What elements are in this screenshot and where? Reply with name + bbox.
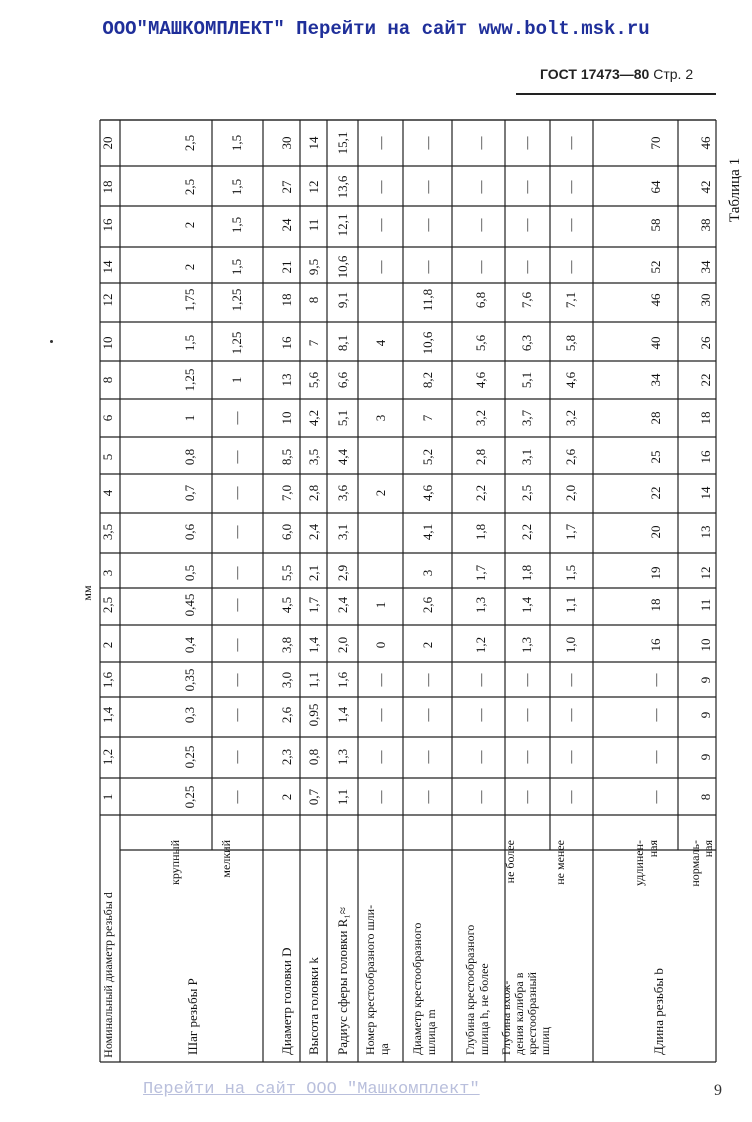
table-cell-value: 14 xyxy=(698,486,713,500)
table-cell-value: — xyxy=(229,525,244,539)
table-cell-value: — xyxy=(519,260,534,274)
table-cell-value: — xyxy=(563,136,578,150)
row-label: крестообразный xyxy=(525,972,539,1055)
table-cell-value: — xyxy=(420,673,435,687)
row-sublabel: не менее xyxy=(553,840,567,885)
row-sublabel: нормаль- xyxy=(688,840,702,887)
table-cell-value: 4,5 xyxy=(279,596,294,614)
table-cell-value: — xyxy=(519,218,534,232)
table-cell-value: — xyxy=(473,673,488,687)
row-sublabel: не более xyxy=(503,840,517,884)
table-cell-value: 12 xyxy=(698,566,713,580)
table-cell-value: — xyxy=(373,260,388,274)
table-cell-value: 1,7 xyxy=(306,596,321,614)
row-label: Длина резьбы b xyxy=(651,968,666,1055)
nominal-diameter-label: Номинальный диаметр резьбы d xyxy=(101,892,115,1058)
nominal-diameter-value: 3,5 xyxy=(100,523,115,541)
table-cell-value: 13,6 xyxy=(335,175,350,199)
page-number: 9 xyxy=(714,1082,722,1099)
table-cell-value: 0 xyxy=(373,641,388,649)
table-cell-value: 16 xyxy=(279,336,294,350)
table-cell-value: 6,0 xyxy=(279,523,294,541)
table-cell-value: 1,5 xyxy=(229,134,244,152)
table-cell-value: 26 xyxy=(698,336,713,350)
row-label: Радиус сферы головки R₁≈ xyxy=(335,906,350,1055)
table-cell-value: 0,7 xyxy=(306,788,321,806)
table-cell-value: 4,1 xyxy=(420,523,435,541)
table-cell-value: 46 xyxy=(648,293,663,307)
table-cell-value: — xyxy=(420,750,435,764)
table-cell-value: — xyxy=(229,708,244,722)
table-cell-value: 2 xyxy=(420,641,435,649)
table-cell-value: 22 xyxy=(648,486,663,500)
table-cell-value: — xyxy=(373,136,388,150)
table-cell-value: 15,1 xyxy=(335,131,350,155)
table-cell-value: 7,6 xyxy=(519,291,534,309)
table-cell-value: 4 xyxy=(373,339,388,347)
table-cell-value: — xyxy=(473,708,488,722)
table-cell-value: 3,1 xyxy=(519,448,534,466)
table-cell-value: — xyxy=(229,486,244,500)
row-label: Диаметр головки D xyxy=(279,947,294,1055)
nominal-diameter-value: 18 xyxy=(100,180,115,194)
table-cell-value: 1,3 xyxy=(473,596,488,614)
table-cell-value: 9 xyxy=(698,676,713,684)
row-label: Глубина крестообразного xyxy=(463,924,477,1055)
table-cell-value: 2,6 xyxy=(420,596,435,614)
table-cell-value: — xyxy=(229,598,244,612)
row-label: шлиц xyxy=(538,1026,552,1055)
table-cell-value: — xyxy=(229,450,244,464)
table-cell-value: 1,25 xyxy=(229,331,244,355)
row-label: ца xyxy=(377,1043,391,1055)
table-cell-value: — xyxy=(420,136,435,150)
table-cell-value: — xyxy=(229,566,244,580)
footer-link[interactable]: Перейти на сайт ООО "Машкомплект" xyxy=(143,1080,480,1099)
table-cell-value: 1,8 xyxy=(519,564,534,582)
table-cell-value: 8 xyxy=(306,296,321,304)
table-cell-value: — xyxy=(563,750,578,764)
nominal-diameter-value: 1,6 xyxy=(100,671,115,689)
table-cell-value: — xyxy=(373,790,388,804)
table-cell-value: 34 xyxy=(698,260,713,274)
table-cell-value: — xyxy=(473,790,488,804)
table-cell-value: 1,0 xyxy=(563,636,578,654)
table-cell-value: 0,45 xyxy=(182,593,197,617)
table-cell-value: 40 xyxy=(648,336,663,350)
row-sublabel: крупный xyxy=(168,840,182,885)
table-cell-value: — xyxy=(519,673,534,687)
table-cell-value: 14 xyxy=(306,136,321,150)
table-cell-value: 2,8 xyxy=(473,448,488,466)
table-cell-value: — xyxy=(373,750,388,764)
table-cell-value: — xyxy=(229,790,244,804)
table-cell-value: 3,6 xyxy=(335,484,350,502)
table-cell-value: 0,95 xyxy=(306,703,321,727)
table-cell-value: 0,25 xyxy=(182,745,197,769)
table-cell-value: 2,6 xyxy=(563,448,578,466)
table-cell-value: 5,2 xyxy=(420,448,435,466)
table-cell-value: 0,3 xyxy=(182,706,197,724)
table-cell-value: — xyxy=(648,750,663,764)
table-cell-value: 1,75 xyxy=(182,288,197,312)
table-cell-value: 27 xyxy=(279,180,294,194)
table-cell-value: 2,5 xyxy=(519,484,534,502)
table-cell-value: — xyxy=(519,790,534,804)
table-cell-value: 5,6 xyxy=(306,371,321,389)
table-cell-value: 11 xyxy=(306,218,321,232)
table-cell-value: 0,8 xyxy=(306,748,321,766)
table-cell-value: 1,4 xyxy=(306,636,321,654)
table-cell-value: 1,5 xyxy=(229,258,244,276)
table-cell-value: 30 xyxy=(698,293,713,307)
row-sublabel: мелкий xyxy=(219,840,233,878)
table-cell-value: 6,3 xyxy=(519,334,534,352)
nominal-diameter-value: 1 xyxy=(100,793,115,801)
table-cell-value: 13 xyxy=(279,373,294,387)
table-cell-value: — xyxy=(373,180,388,194)
table-cell-value: — xyxy=(563,260,578,274)
nominal-diameter-value: 20 xyxy=(100,136,115,150)
table-cell-value: 11 xyxy=(698,598,713,612)
table-cell-value: 3,1 xyxy=(335,523,350,541)
table-cell-value: 18 xyxy=(648,598,663,612)
table-cell-value: 2,0 xyxy=(563,484,578,502)
table-cell-value: 7,0 xyxy=(279,484,294,502)
table-cell-value: 7,1 xyxy=(563,291,578,309)
table-cell-value: — xyxy=(229,750,244,764)
table-cell-value: — xyxy=(563,790,578,804)
table-cell-value: 1,25 xyxy=(229,288,244,312)
table-cell-value: 25 xyxy=(648,450,663,464)
table-cell-value: — xyxy=(373,218,388,232)
table-cell-value: 8,2 xyxy=(420,371,435,389)
nominal-diameter-value: 6 xyxy=(100,414,115,422)
table-cell-value: — xyxy=(519,136,534,150)
row-sublabel: ная xyxy=(701,840,715,858)
table-cell-value: — xyxy=(519,180,534,194)
page-ref: Стр. 2 xyxy=(653,66,694,82)
table-cell-value: 1,1 xyxy=(563,596,578,614)
table-cell-value: 7 xyxy=(306,339,321,347)
table-cell-value: 10 xyxy=(698,638,713,652)
row-label: Диаметр крестообразного xyxy=(410,922,424,1055)
table-cell-value: 3,8 xyxy=(279,636,294,654)
table-cell-value: 0,4 xyxy=(182,636,197,654)
table-cell-value: 20 xyxy=(648,525,663,539)
table-cell-value: 1,4 xyxy=(519,596,534,614)
table-cell-value: 2,4 xyxy=(335,596,350,614)
table-cell-value: — xyxy=(473,750,488,764)
table-cell-value: — xyxy=(473,136,488,150)
table-cell-value: — xyxy=(473,260,488,274)
table-cell-value: — xyxy=(519,750,534,764)
nominal-diameter-value: 4 xyxy=(100,489,115,497)
table-cell-value: 10,6 xyxy=(420,331,435,355)
table-cell-value: — xyxy=(420,708,435,722)
table-cell-value: 2,3 xyxy=(279,748,294,766)
table-cell-value: 64 xyxy=(648,180,663,194)
table-cell-value: 0,8 xyxy=(182,448,197,466)
table-cell-value: 1 xyxy=(182,414,197,422)
table-cell-value: 0,35 xyxy=(182,668,197,692)
nominal-diameter-value: 2,5 xyxy=(100,596,115,614)
table-cell-value: — xyxy=(229,673,244,687)
table-cell-value: 4,6 xyxy=(420,484,435,502)
table-cell-value: 8,1 xyxy=(335,334,350,352)
table-cell-value: 1,25 xyxy=(182,368,197,392)
table-cell-value: 1 xyxy=(373,601,388,609)
table-cell-value: 1,2 xyxy=(473,636,488,654)
nominal-diameter-value: 14 xyxy=(100,260,115,274)
unit-label: мм xyxy=(80,585,94,601)
table-cell-value: 58 xyxy=(648,218,663,232)
row-label: шлица h, не более xyxy=(477,963,491,1055)
nominal-diameter-value: 1,2 xyxy=(100,748,115,766)
nominal-diameter-value: 8 xyxy=(100,376,115,384)
table-cell-value: — xyxy=(648,790,663,804)
table-cell-value: 1,1 xyxy=(335,788,350,806)
table-cell-value: 21 xyxy=(279,260,294,274)
table-cell-value: — xyxy=(563,673,578,687)
table-cell-value: — xyxy=(473,218,488,232)
table-cell-value: — xyxy=(420,260,435,274)
table-cell-value: 22 xyxy=(698,373,713,387)
table-cell-value: — xyxy=(420,218,435,232)
table-cell-value: 1,7 xyxy=(563,523,578,541)
table-cell-value: — xyxy=(519,708,534,722)
table-cell-value: 34 xyxy=(648,373,663,387)
table-cell-value: 12 xyxy=(306,180,321,194)
nominal-diameter-value: 5 xyxy=(100,453,115,461)
table-cell-value: 38 xyxy=(698,218,713,232)
nominal-diameter-value: 10 xyxy=(100,336,115,350)
table-cell-value: 3 xyxy=(420,569,435,577)
table-cell-value: 0,6 xyxy=(182,523,197,541)
table-cell-value: 5,8 xyxy=(563,334,578,352)
table-cell-value: 2 xyxy=(279,793,294,801)
table-cell-value: 9 xyxy=(698,711,713,719)
table-cell-value: — xyxy=(420,180,435,194)
table-cell-value: 2,4 xyxy=(306,523,321,541)
table-cell-value: 2 xyxy=(182,221,197,229)
table-cell-value: 24 xyxy=(279,218,294,232)
table-cell-value: 2,5 xyxy=(182,134,197,152)
table-cell-value: 52 xyxy=(648,260,663,274)
table-cell-value: 4,4 xyxy=(335,448,350,466)
row-sublabel: ная xyxy=(646,840,660,858)
table-cell-value: 2,2 xyxy=(473,484,488,502)
table-cell-value: 1,6 xyxy=(335,671,350,689)
table-cell-value: 5,1 xyxy=(519,371,534,389)
table-cell-value: 16 xyxy=(648,638,663,652)
table-cell-value: 2,1 xyxy=(306,564,321,582)
table-cell-value: 2,8 xyxy=(306,484,321,502)
site-banner[interactable]: ООО"МАШКОМПЛЕКТ" Перейти на сайт www.bolt.msk.ru xyxy=(102,18,650,40)
table-cell-value: 46 xyxy=(698,136,713,150)
table-cell-value: 3,5 xyxy=(306,448,321,466)
table-cell-value: — xyxy=(648,708,663,722)
table-cell-value: 5,1 xyxy=(335,409,350,427)
row-label: Глубина вхож- xyxy=(499,980,513,1055)
table-cell-value: 3,2 xyxy=(563,409,578,427)
table-cell-value: 16 xyxy=(698,450,713,464)
row-sublabel: удлинен- xyxy=(632,840,646,886)
table-cell-value: 0,5 xyxy=(182,564,197,582)
table-cell-value: 6,6 xyxy=(335,371,350,389)
table-cell-value: 70 xyxy=(648,136,663,150)
table-cell-value: 19 xyxy=(648,566,663,580)
gost-number: ГОСТ 17473—80 xyxy=(540,66,650,82)
table-cell-value: 2,5 xyxy=(182,178,197,196)
table-cell-value: 1,5 xyxy=(563,564,578,582)
table-title: Таблица 1 xyxy=(727,157,743,223)
table-cell-value: 11,8 xyxy=(420,288,435,312)
table-cell-value: 2,9 xyxy=(335,564,350,582)
table-cell-value: 3,0 xyxy=(279,671,294,689)
table-cell-value: 3,2 xyxy=(473,409,488,427)
table-cell-value: 5,6 xyxy=(473,334,488,352)
table-cell-value: 1,5 xyxy=(182,334,197,352)
table-cell-value: 1,7 xyxy=(473,564,488,582)
table-cell-value: 7 xyxy=(420,414,435,422)
table-cell-value: 42 xyxy=(698,180,713,194)
table-cell-value: — xyxy=(473,180,488,194)
table-cell-value: 4,2 xyxy=(306,409,321,427)
table-cell-value: 3 xyxy=(373,414,388,422)
table-cell-value: 1,1 xyxy=(306,671,321,689)
table-cell-value: 13 xyxy=(698,525,713,539)
table-cell-value: — xyxy=(373,673,388,687)
nominal-diameter-value: 3 xyxy=(100,569,115,577)
table-cell-value: 1,3 xyxy=(335,748,350,766)
table-cell-value: 8,5 xyxy=(279,448,294,466)
table-cell-value: 12,1 xyxy=(335,213,350,237)
table-cell-value: 1,4 xyxy=(335,706,350,724)
row-label: Высота головки k xyxy=(306,957,321,1055)
table-cell-value: 10 xyxy=(279,411,294,425)
table-cell-value: 18 xyxy=(279,293,294,307)
table-cell-value: 5,5 xyxy=(279,564,294,582)
table-cell-value: 9,5 xyxy=(306,258,321,276)
row-label: шлица m xyxy=(424,1009,438,1055)
nominal-diameter-value: 12 xyxy=(100,293,115,307)
table-cell-value: 0,7 xyxy=(182,484,197,502)
table-cell-value: 1,3 xyxy=(519,636,534,654)
table-cell-value: — xyxy=(563,218,578,232)
table-cell-value: 1,5 xyxy=(229,216,244,234)
nominal-diameter-value: 1,4 xyxy=(100,706,115,724)
table-cell-value: 18 xyxy=(698,411,713,425)
table-cell-value: 2,6 xyxy=(279,706,294,724)
table-cell-value: 2 xyxy=(182,263,197,271)
table-cell-value: 4,6 xyxy=(473,371,488,389)
row-label: Номер крестообразного шли- xyxy=(363,904,377,1055)
table-cell-value: 8 xyxy=(698,793,713,801)
group-label-thread-pitch: Шаг резьбы P xyxy=(185,978,200,1055)
table-cell-value: — xyxy=(229,638,244,652)
table-cell-value: 1 xyxy=(229,376,244,384)
table-cell-value: — xyxy=(563,180,578,194)
row-label: дения калибра в xyxy=(512,972,526,1055)
table-cell-value: — xyxy=(420,790,435,804)
table-cell-value: — xyxy=(648,673,663,687)
table-cell-value: 2,0 xyxy=(335,636,350,654)
table-cell-value: 6,8 xyxy=(473,291,488,309)
table-cell-value: — xyxy=(373,708,388,722)
nominal-diameter-value: 2 xyxy=(100,641,115,649)
table-cell-value: 30 xyxy=(279,136,294,150)
table-cell-value: 2 xyxy=(373,489,388,497)
table-cell-value: 28 xyxy=(648,411,663,425)
table-cell-value: — xyxy=(229,411,244,425)
table-cell-value: 1,5 xyxy=(229,178,244,196)
table-cell-value: 4,6 xyxy=(563,371,578,389)
table-cell-value: 1,8 xyxy=(473,523,488,541)
table-cell-value: 3,7 xyxy=(519,409,534,427)
table-cell-value: 9,1 xyxy=(335,291,350,309)
nominal-diameter-value: 16 xyxy=(100,218,115,232)
table-cell-value: 0,25 xyxy=(182,785,197,809)
table-cell-value: 2,2 xyxy=(519,523,534,541)
table-cell-value: — xyxy=(563,708,578,722)
table-cell-value: 10,6 xyxy=(335,255,350,279)
table-cell-value: 9 xyxy=(698,753,713,761)
